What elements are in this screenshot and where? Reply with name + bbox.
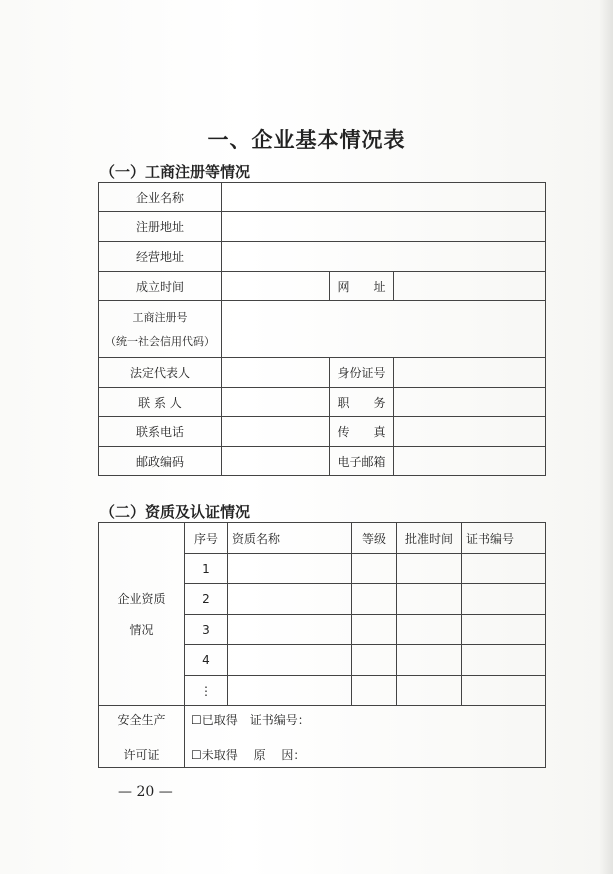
column-header-approval-date: 批准时间 (397, 523, 462, 554)
cell-level[interactable] (352, 645, 397, 676)
table-row (99, 358, 546, 388)
field-contact-person[interactable] (222, 388, 330, 417)
field-established-date[interactable] (222, 272, 330, 301)
cell-approval-date[interactable] (397, 554, 462, 584)
field-website[interactable] (394, 272, 546, 301)
row-seq: 1 (185, 554, 228, 584)
column-header-level: 等级 (352, 523, 397, 554)
field-legal-representative[interactable] (222, 358, 330, 388)
label-phone: 联系电话 (99, 417, 222, 447)
field-company-name[interactable] (222, 183, 546, 212)
label-contact-person: 联 系 人 (99, 388, 222, 417)
row-seq: 4 (185, 645, 228, 676)
registration-table (98, 182, 546, 476)
cell-level[interactable] (352, 554, 397, 584)
field-fax[interactable] (394, 417, 546, 447)
field-phone[interactable] (222, 417, 330, 447)
cell-certificate-no[interactable] (462, 645, 546, 676)
section-heading-qualification: （二）资质及认证情况 (100, 503, 251, 521)
cell-approval-date[interactable] (397, 645, 462, 676)
field-postcode[interactable] (222, 447, 330, 476)
table-header-row (99, 523, 546, 554)
label-id-number: 身份证号 (330, 358, 394, 388)
column-header-name: 资质名称 (228, 523, 352, 554)
cell-name[interactable] (228, 676, 352, 706)
table-row (99, 212, 546, 242)
cell-certificate-no[interactable] (462, 584, 546, 615)
label-registration-number-line2: （统一社会信用代码） (105, 335, 215, 348)
cell-level[interactable] (352, 584, 397, 615)
cell-certificate-no[interactable] (462, 615, 546, 645)
page-number: — 20 — (118, 784, 173, 800)
column-header-certificate-no: 证书编号 (462, 523, 546, 554)
cell-approval-date[interactable] (397, 676, 462, 706)
row-seq: 2 (185, 584, 228, 615)
qualification-group-label-line2: 情况 (129, 623, 154, 637)
table-row (99, 301, 546, 358)
qualification-table (98, 522, 546, 768)
table-row (99, 242, 546, 272)
label-postcode: 邮政编码 (99, 447, 222, 476)
field-id-number[interactable] (394, 358, 546, 388)
cell-name[interactable] (228, 584, 352, 615)
table-row (99, 417, 546, 447)
cell-name[interactable] (228, 554, 352, 584)
column-header-seq: 序号 (185, 523, 228, 554)
safety-permit-row (99, 706, 546, 768)
permit-obtained-checkbox[interactable]: ☐已取得 证书编号： (191, 712, 310, 727)
table-row (99, 447, 546, 476)
label-position: 职 务 (330, 388, 394, 417)
field-registered-address[interactable] (222, 212, 546, 242)
table-row (99, 272, 546, 301)
row-seq: 3 (185, 615, 228, 645)
label-website: 网 址 (330, 272, 394, 301)
table-row (99, 388, 546, 417)
cell-approval-date[interactable] (397, 615, 462, 645)
table-row (99, 183, 546, 212)
cell-certificate-no[interactable] (462, 676, 546, 706)
label-legal-representative: 法定代表人 (99, 358, 222, 388)
safety-permit-options (185, 706, 546, 768)
safety-permit-label-line1: 安全生产 (117, 712, 166, 727)
safety-permit-label-line2: 许可证 (123, 747, 160, 762)
label-registration-number (99, 301, 222, 358)
row-seq: ⋮ (185, 676, 228, 706)
cell-approval-date[interactable] (397, 584, 462, 615)
qualification-group-label-line1: 企业资质 (117, 592, 166, 606)
cell-certificate-no[interactable] (462, 554, 546, 584)
cell-name[interactable] (228, 615, 352, 645)
cell-level[interactable] (352, 615, 397, 645)
page-title: 一、企业基本情况表 (207, 127, 406, 152)
label-business-address: 经营地址 (99, 242, 222, 272)
field-registration-number[interactable] (222, 301, 546, 358)
permit-not-obtained-checkbox[interactable]: ☐未取得 原 因： (191, 747, 306, 762)
cell-level[interactable] (352, 676, 397, 706)
label-established-date: 成立时间 (99, 272, 222, 301)
label-registered-address: 注册地址 (99, 212, 222, 242)
label-company-name: 企业名称 (99, 183, 222, 212)
field-position[interactable] (394, 388, 546, 417)
label-fax: 传 真 (330, 417, 394, 447)
section-heading-registration: （一）工商注册等情况 (100, 163, 251, 181)
field-email[interactable] (394, 447, 546, 476)
qualification-group-label (99, 523, 185, 706)
cell-name[interactable] (228, 645, 352, 676)
label-registration-number-line1: 工商注册号 (132, 311, 188, 324)
field-business-address[interactable] (222, 242, 546, 272)
label-email: 电子邮箱 (330, 447, 394, 476)
safety-permit-label (99, 706, 185, 768)
